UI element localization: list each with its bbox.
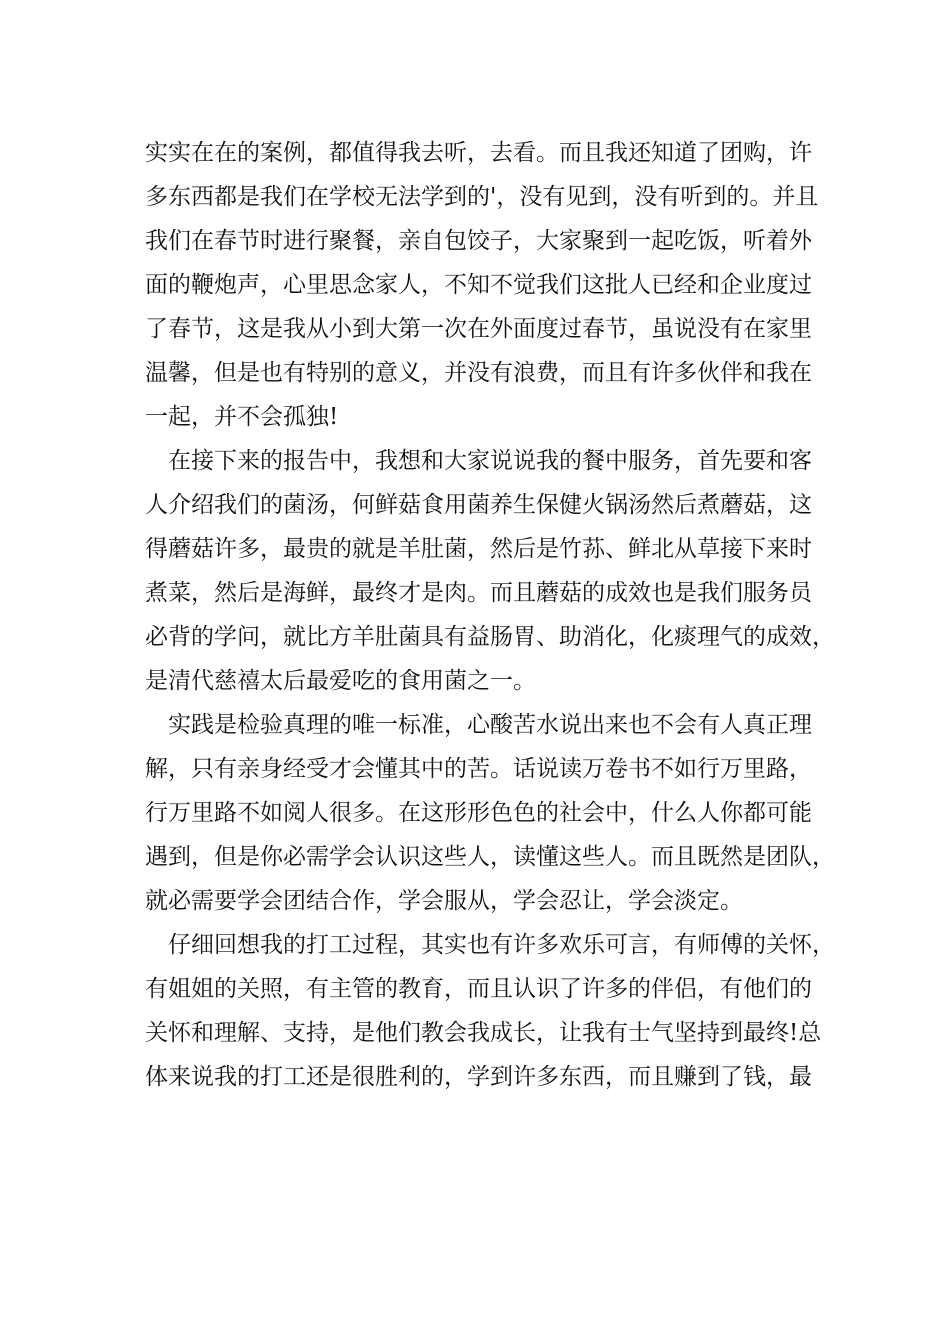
text-line: 必背的学问，就比方羊肚菌具有益肠胃、助消化，化痰理气的成效， (145, 624, 835, 650)
paragraph-2 (145, 439, 835, 703)
text-line: 得蘑菇许多，最贵的就是羊肚菌，然后是竹荪、鲜北从草接下来时 (145, 536, 812, 562)
text-line: 体来说我的打工还是很胜利的，学到许多东西，而且赚到了钱，最 (145, 1064, 812, 1090)
text-line: 在接下来的报告中，我想和大家说说我的餐中服务，首先要和客 (168, 448, 812, 474)
text-line: 是清代慈禧太后最爱吃的食用菌之一。 (145, 668, 536, 694)
paragraph-1 (145, 131, 835, 439)
text-line: 面的鞭炮声，心里思念家人，不知不觉我们这批人已经和企业度过 (145, 272, 812, 298)
text-line: 了春节，这是我从小到大第一次在外面度过春节，虽说没有在家里 (145, 316, 812, 342)
text-line: 关怀和理解、支持，是他们教会我成长，让我有士气坚持到最终!总 (145, 1020, 822, 1046)
document-body (145, 131, 835, 1099)
text-line: 人介绍我们的菌汤，何鲜菇食用菌养生保健火锅汤然后煮蘑菇，这 (145, 492, 812, 518)
text-line: 解，只有亲身经受才会懂其中的苦。话说读万卷书不如行万里路， (145, 756, 812, 782)
text-line: 多东西都是我们在学校无法学到的'，没有见到，没有听到的。并且 (145, 184, 819, 210)
paragraph-3 (145, 703, 835, 923)
text-line: 仔细回想我的打工过程，其实也有许多欢乐可言，有师傅的关怀， (168, 932, 835, 958)
text-line: 有姐姐的关照，有主管的教育，而且认识了许多的伴侣，有他们的 (145, 976, 812, 1002)
text-line: 遇到，但是你必需学会认识这些人，读懂这些人。而且既然是团队， (145, 844, 835, 870)
text-line: 实实在在的案例，都值得我去听，去看。而且我还知道了团购，许 (145, 140, 812, 166)
text-line: 行万里路不如阅人很多。在这形形色色的社会中，什么人你都可能 (145, 800, 812, 826)
text-line: 实践是检验真理的唯一标准，心酸苦水说出来也不会有人真正理 (168, 712, 812, 738)
text-line: 煮菜，然后是海鲜，最终才是肉。而且蘑菇的成效也是我们服务员 (145, 580, 812, 606)
text-line: 就必需要学会团结合作，学会服从，学会忍让，学会淡定。 (145, 888, 743, 914)
text-line: 我们在春节时进行聚餐，亲自包饺子，大家聚到一起吃饭，听着外 (145, 228, 812, 254)
text-line: 一起，并不会孤独! (145, 404, 339, 430)
paragraph-4 (145, 923, 835, 1099)
text-line: 温馨，但是也有特别的意义，并没有浪费，而且有许多伙伴和我在 (145, 360, 812, 386)
